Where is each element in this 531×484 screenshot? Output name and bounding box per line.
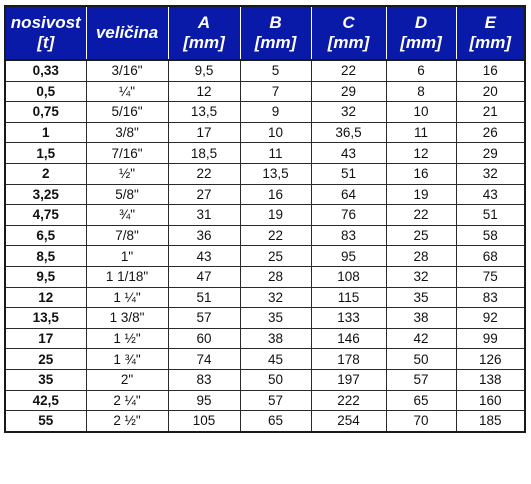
a-cell: 57	[168, 308, 240, 329]
velicina-cell: 7/16"	[86, 143, 168, 164]
a-cell: 17	[168, 122, 240, 143]
a-cell: 31	[168, 205, 240, 226]
header-d-title: D	[414, 13, 428, 32]
nosivost-cell: 6,5	[5, 225, 86, 246]
e-cell: 58	[456, 225, 525, 246]
e-cell: 20	[456, 81, 525, 102]
velicina-cell: 2"	[86, 369, 168, 390]
b-cell: 16	[240, 184, 311, 205]
table-row	[5, 205, 525, 226]
d-cell: 6	[386, 60, 456, 81]
c-cell: 64	[311, 184, 386, 205]
e-cell: 51	[456, 205, 525, 226]
table-header	[5, 6, 525, 60]
table-row	[5, 390, 525, 411]
b-cell: 9	[240, 102, 311, 123]
a-cell: 51	[168, 287, 240, 308]
table-row	[5, 308, 525, 329]
nosivost-cell: 42,5	[5, 390, 86, 411]
header-velicina-title: veličina	[95, 23, 159, 42]
header-nosivost	[5, 6, 86, 60]
velicina-cell: 1 ¾"	[86, 349, 168, 370]
nosivost-cell: 2	[5, 163, 86, 184]
a-cell: 74	[168, 349, 240, 370]
header-nosivost-unit: [t]	[37, 33, 55, 52]
c-cell: 108	[311, 266, 386, 287]
b-cell: 45	[240, 349, 311, 370]
table-row	[5, 328, 525, 349]
e-cell: 21	[456, 102, 525, 123]
header-c	[311, 6, 386, 60]
d-cell: 12	[386, 143, 456, 164]
header-c-unit: [mm]	[327, 33, 370, 52]
nosivost-cell: 1	[5, 122, 86, 143]
b-cell: 28	[240, 266, 311, 287]
c-cell: 36,5	[311, 122, 386, 143]
nosivost-cell: 9,5	[5, 266, 86, 287]
nosivost-cell: 12	[5, 287, 86, 308]
a-cell: 36	[168, 225, 240, 246]
nosivost-cell: 8,5	[5, 246, 86, 267]
velicina-cell: 3/8"	[86, 122, 168, 143]
header-e	[456, 6, 525, 60]
b-cell: 7	[240, 81, 311, 102]
header-a-title: A	[197, 13, 211, 32]
velicina-cell: 1 1/18"	[86, 266, 168, 287]
d-cell: 28	[386, 246, 456, 267]
c-cell: 133	[311, 308, 386, 329]
velicina-cell: 5/8"	[86, 184, 168, 205]
d-cell: 50	[386, 349, 456, 370]
e-cell: 68	[456, 246, 525, 267]
velicina-cell: 3/16"	[86, 60, 168, 81]
table-row	[5, 184, 525, 205]
b-cell: 32	[240, 287, 311, 308]
table-row	[5, 143, 525, 164]
velicina-cell: 1 ¼"	[86, 287, 168, 308]
d-cell: 22	[386, 205, 456, 226]
header-d	[386, 6, 456, 60]
d-cell: 35	[386, 287, 456, 308]
nosivost-cell: 25	[5, 349, 86, 370]
d-cell: 16	[386, 163, 456, 184]
table-row	[5, 102, 525, 123]
table-row	[5, 163, 525, 184]
c-cell: 29	[311, 81, 386, 102]
nosivost-cell: 1,5	[5, 143, 86, 164]
d-cell: 19	[386, 184, 456, 205]
a-cell: 43	[168, 246, 240, 267]
a-cell: 95	[168, 390, 240, 411]
header-b-unit: [mm]	[254, 33, 297, 52]
e-cell: 160	[456, 390, 525, 411]
b-cell: 35	[240, 308, 311, 329]
nosivost-cell: 3,25	[5, 184, 86, 205]
e-cell: 29	[456, 143, 525, 164]
a-cell: 22	[168, 163, 240, 184]
a-cell: 27	[168, 184, 240, 205]
velicina-cell: ¼"	[86, 81, 168, 102]
c-cell: 51	[311, 163, 386, 184]
b-cell: 38	[240, 328, 311, 349]
b-cell: 10	[240, 122, 311, 143]
d-cell: 42	[386, 328, 456, 349]
b-cell: 13,5	[240, 163, 311, 184]
b-cell: 50	[240, 369, 311, 390]
b-cell: 25	[240, 246, 311, 267]
header-a-unit: [mm]	[183, 33, 225, 52]
c-cell: 43	[311, 143, 386, 164]
table-container	[4, 5, 526, 433]
d-cell: 11	[386, 122, 456, 143]
velicina-cell: 2 ¼"	[86, 390, 168, 411]
table-row	[5, 246, 525, 267]
velicina-cell: 7/8"	[86, 225, 168, 246]
c-cell: 146	[311, 328, 386, 349]
table-row	[5, 81, 525, 102]
a-cell: 60	[168, 328, 240, 349]
velicina-cell: 5/16"	[86, 102, 168, 123]
header-e-unit: [mm]	[469, 33, 512, 52]
e-cell: 92	[456, 308, 525, 329]
table-row	[5, 369, 525, 390]
e-cell: 43	[456, 184, 525, 205]
a-cell: 13,5	[168, 102, 240, 123]
b-cell: 5	[240, 60, 311, 81]
d-cell: 70	[386, 411, 456, 432]
d-cell: 38	[386, 308, 456, 329]
e-cell: 126	[456, 349, 525, 370]
nosivost-cell: 4,75	[5, 205, 86, 226]
e-cell: 26	[456, 122, 525, 143]
header-a	[168, 6, 240, 60]
table-row	[5, 225, 525, 246]
table-body	[5, 60, 525, 432]
header-b-title: B	[269, 13, 282, 32]
a-cell: 9,5	[168, 60, 240, 81]
c-cell: 115	[311, 287, 386, 308]
nosivost-cell: 35	[5, 369, 86, 390]
table-row	[5, 349, 525, 370]
a-cell: 83	[168, 369, 240, 390]
velicina-cell: ¾"	[86, 205, 168, 226]
header-c-title: C	[342, 13, 355, 32]
velicina-cell: ½"	[86, 163, 168, 184]
velicina-cell: 2 ½"	[86, 411, 168, 432]
header-e-title: E	[484, 13, 496, 32]
c-cell: 254	[311, 411, 386, 432]
b-cell: 11	[240, 143, 311, 164]
e-cell: 185	[456, 411, 525, 432]
e-cell: 75	[456, 266, 525, 287]
d-cell: 65	[386, 390, 456, 411]
b-cell: 57	[240, 390, 311, 411]
header-velicina	[86, 6, 168, 60]
header-b	[240, 6, 311, 60]
header-nosivost-title: nosivost	[10, 13, 81, 32]
c-cell: 95	[311, 246, 386, 267]
c-cell: 222	[311, 390, 386, 411]
nosivost-cell: 0,75	[5, 102, 86, 123]
a-cell: 105	[168, 411, 240, 432]
table-row	[5, 287, 525, 308]
table-row	[5, 266, 525, 287]
c-cell: 197	[311, 369, 386, 390]
a-cell: 12	[168, 81, 240, 102]
d-cell: 10	[386, 102, 456, 123]
table-row	[5, 122, 525, 143]
d-cell: 8	[386, 81, 456, 102]
header-d-unit: [mm]	[400, 33, 442, 52]
nosivost-cell: 55	[5, 411, 86, 432]
velicina-cell: 1 3/8"	[86, 308, 168, 329]
header-row	[5, 6, 525, 60]
velicina-cell: 1"	[86, 246, 168, 267]
nosivost-cell: 13,5	[5, 308, 86, 329]
a-cell: 18,5	[168, 143, 240, 164]
c-cell: 32	[311, 102, 386, 123]
table-row	[5, 411, 525, 432]
d-cell: 32	[386, 266, 456, 287]
b-cell: 65	[240, 411, 311, 432]
velicina-cell: 1 ½"	[86, 328, 168, 349]
spec-table	[4, 5, 526, 433]
e-cell: 32	[456, 163, 525, 184]
c-cell: 22	[311, 60, 386, 81]
e-cell: 99	[456, 328, 525, 349]
d-cell: 25	[386, 225, 456, 246]
table-row	[5, 60, 525, 81]
c-cell: 76	[311, 205, 386, 226]
nosivost-cell: 0,5	[5, 81, 86, 102]
nosivost-cell: 17	[5, 328, 86, 349]
b-cell: 22	[240, 225, 311, 246]
nosivost-cell: 0,33	[5, 60, 86, 81]
e-cell: 138	[456, 369, 525, 390]
c-cell: 178	[311, 349, 386, 370]
b-cell: 19	[240, 205, 311, 226]
c-cell: 83	[311, 225, 386, 246]
e-cell: 83	[456, 287, 525, 308]
d-cell: 57	[386, 369, 456, 390]
e-cell: 16	[456, 60, 525, 81]
a-cell: 47	[168, 266, 240, 287]
